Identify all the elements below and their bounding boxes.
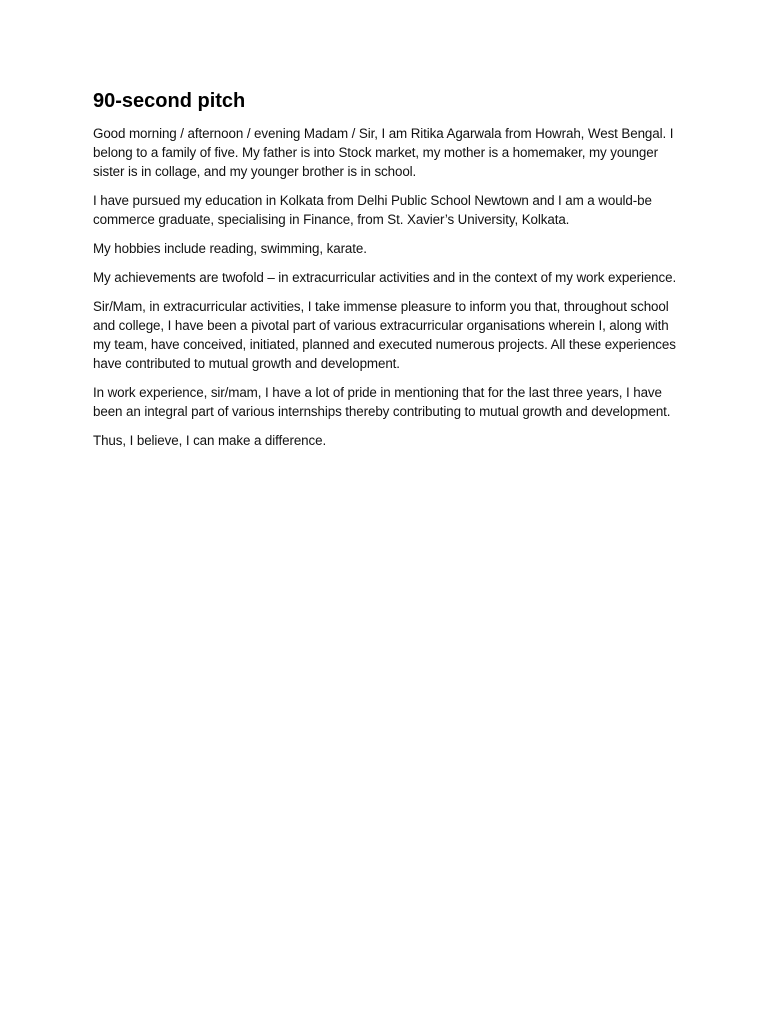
paragraph-conclusion: Thus, I believe, I can make a difference. xyxy=(93,433,327,448)
document-title: 90-second pitch xyxy=(93,90,246,112)
paragraph-hobbies: My hobbies include reading, swimming, karate. xyxy=(93,241,367,256)
paragraph-education: I have pursued my education in Kolkata from Delhi Public School Newtown and I am a would-be commerce graduate, specialising in Finance, from St. Xavier’s University, Kolkata. xyxy=(93,193,652,227)
document-page xyxy=(93,88,678,460)
paragraph-extracurricular: Sir/Mam, in extracurricular activities, I take immense pleasure to inform you that, throughout school and college, I have been a pivotal part of various extracurricular organisations wherein I, along with my team, have conceived, initiated, planned and executed numerous projects. All these experiences have contributed to mutual growth and development. xyxy=(93,299,676,371)
paragraph-achievements: My achievements are twofold – in extracurricular activities and in the context of my work experience. xyxy=(93,270,677,285)
paragraph-introduction: Good morning / afternoon / evening Madam / Sir, I am Ritika Agarwala from Howrah, West Bengal. I belong to a family of five. My father is into Stock market, my mother is a homemaker, my younger sister is in collage, and my younger brother is in school. xyxy=(93,126,674,179)
paragraph-work-experience: In work experience, sir/mam, I have a lot of pride in mentioning that for the last three years, I have been an integral part of various internships thereby contributing to mutual growth and development. xyxy=(93,385,671,419)
